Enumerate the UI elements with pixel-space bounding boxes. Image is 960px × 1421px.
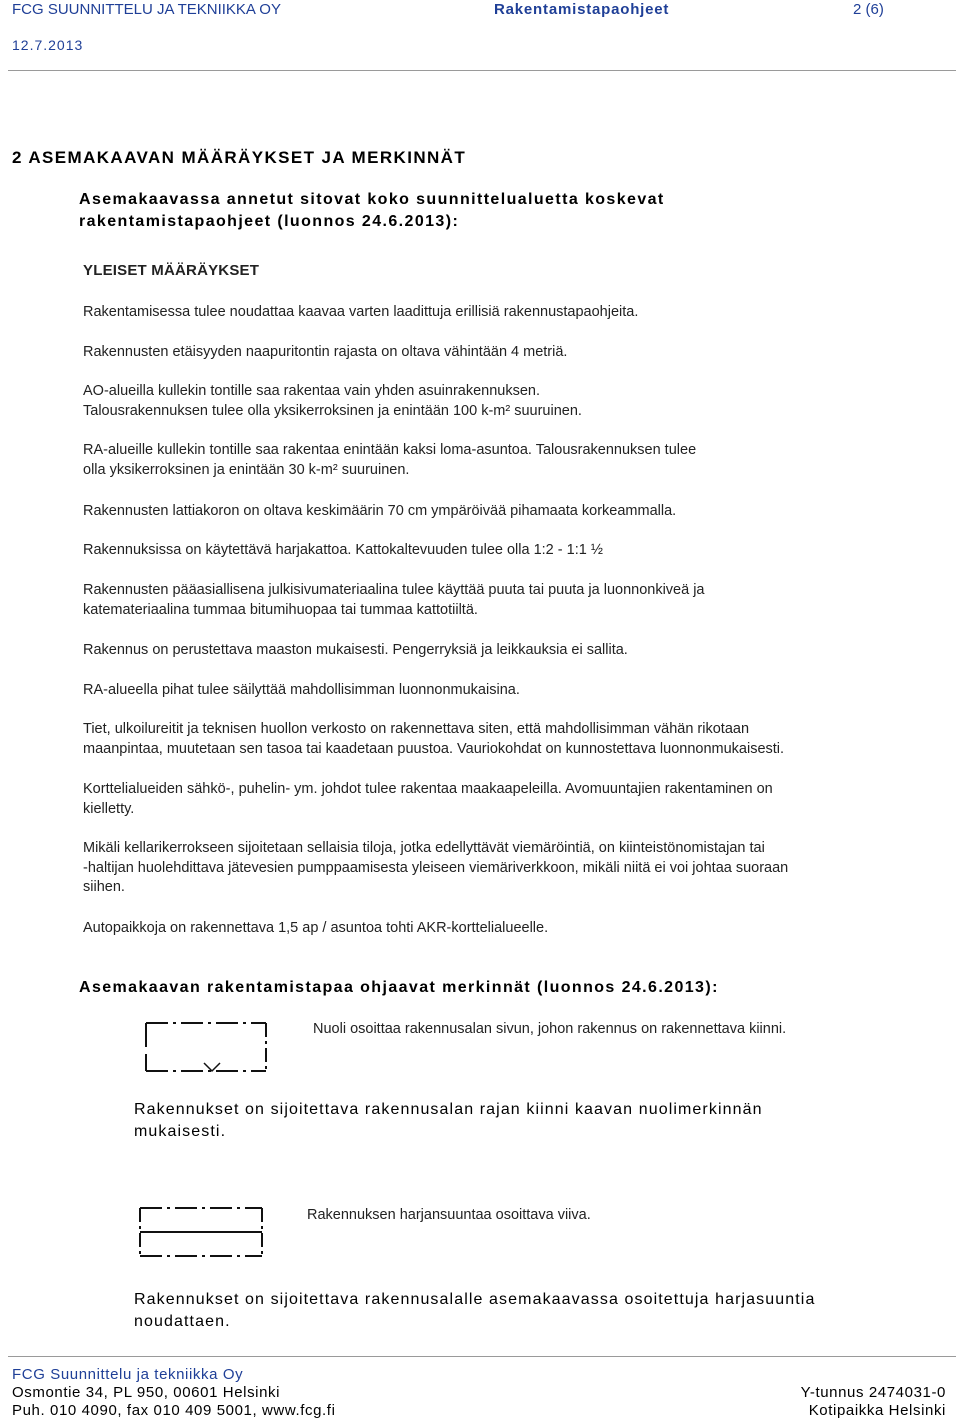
footer-address: Osmontie 34, PL 950, 00601 Helsinki	[12, 1384, 281, 1401]
general-rules-title: YLEISET MÄÄRÄYKSET	[83, 262, 260, 279]
header-page-number: 2 (6)	[853, 1, 884, 18]
general-rule-line: Talousrakennuksen tulee olla yksikerroksinen ja enintään 100 k-m² suuruinen.	[83, 402, 582, 419]
general-rule-line: Rakentamisessa tulee noudattaa kaavaa varten laadittuja erillisiä rakennustapaohjeita.	[83, 304, 639, 320]
general-rule-line: Korttelialueiden sähkö-, puhelin- ym. johdot tulee rakentaa maakaapeleilla. Avomuuntajien rakentaminen on	[83, 781, 773, 797]
general-rule-line: Rakennuksissa on käytettävä harjakattoa. Kattokaltevuuden tulee olla 1:2 - 1:1 ½	[83, 542, 603, 558]
general-rule-line: Rakennusten etäisyyden naapuritontin rajasta on oltava vähintään 4 metriä.	[83, 344, 568, 360]
section-heading: 2 ASEMAKAAVAN MÄÄRÄYKSET JA MERKINNÄT	[12, 148, 467, 167]
footer-rule	[8, 1356, 956, 1357]
general-rule-line: katemateriaalina tummaa bitumihuopaa tai tummaa kattotiiltä.	[83, 601, 478, 618]
marking-1-desc-line-1: Rakennukset on sijoitettava rakennusalan rajan kiinni kaavan nuolimerkinnän	[134, 1101, 763, 1118]
general-rule-line: maanpintaa, muutetaan sen tasoa tai kaadetaan puustoa. Vauriokohdat on kunnostettava luonnonmukaisesti.	[83, 740, 785, 757]
marking-2-legend: Rakennuksen harjansuuntaa osoittava viiva.	[307, 1207, 591, 1223]
header-doc-title: Rakentamistapaohjeet	[494, 1, 670, 18]
header-company: FCG SUUNNITTELU JA TEKNIIKKA OY	[12, 1, 281, 18]
general-rule-line: AO-alueilla kullekin tontille saa rakentaa vain yhden asuinrakennuksen.	[83, 383, 541, 399]
intro-line-2: rakentamistapaohjeet (luonnos 24.6.2013):	[79, 213, 460, 230]
building-area-arrow-symbol	[140, 1018, 272, 1078]
marking-2-desc-line-1: Rakennukset on sijoitettava rakennusalalle asemakaavassa osoitettuja harjasuuntia	[134, 1291, 816, 1308]
marking-1-legend: Nuoli osoittaa rakennusalan sivun, johon rakennus on rakennettava kiinni.	[313, 1021, 787, 1037]
marking-2-desc-line-2: noudattaen.	[134, 1313, 231, 1330]
general-rule-line: Autopaikkoja on rakennettava 1,5 ap / asuntoa tohti AKR-korttelialueelle.	[83, 920, 549, 936]
intro-line-1: Asemakaavassa annetut sitovat koko suunnittelualuetta koskevat	[79, 191, 665, 208]
general-rule-line: siihen.	[83, 879, 125, 895]
general-rule-line: Mikäli kellarikerrokseen sijoitetaan sellaisia tiloja, jotka edellyttävät viemäröintiä, on kiinteistönomistajan tai	[83, 840, 765, 856]
footer-contact: Puh. 010 4090, fax 010 409 5001, www.fcg.fi	[12, 1402, 336, 1419]
general-rule-line: kielletty.	[83, 800, 135, 817]
footer-company: FCG Suunnittelu ja tekniikka Oy	[12, 1366, 244, 1383]
markings-heading: Asemakaavan rakentamistapaa ohjaavat merkinnät (luonnos 24.6.2013):	[79, 979, 719, 996]
general-rule-line: Rakennusten lattiakoron on oltava keskimäärin 70 cm ympäröivää pihamaata korkeammalla.	[83, 503, 677, 519]
header-date: 12.7.2013	[12, 37, 84, 53]
footer-business-id: Y-tunnus 2474031-0	[800, 1384, 946, 1401]
ridge-direction-symbol	[134, 1202, 268, 1262]
marking-1-desc-line-2: mukaisesti.	[134, 1123, 227, 1140]
footer-domicile: Kotipaikka Helsinki	[808, 1402, 946, 1419]
header-rule	[8, 70, 956, 71]
general-rule-line: Tiet, ulkoilureitit ja teknisen huollon verkosto on rakennettava siten, että mahdollisimman vähän rikotaan	[83, 721, 750, 737]
general-rule-line: Rakennus on perustettava maaston mukaisesti. Pengerryksiä ja leikkauksia ei sallita.	[83, 642, 628, 658]
general-rule-line: RA-alueille kullekin tontille saa rakentaa enintään kaksi loma-asuntoa. Talousrakennuksen tulee	[83, 442, 697, 458]
general-rule-line: -haltijan huolehdittava jätevesien pumppaamisesta yleiseen viemäriverkkoon, mikäli niitä ei voi johtaa suoraan	[83, 859, 789, 876]
general-rule-line: olla yksikerroksinen ja enintään 30 k-m² suuruinen.	[83, 461, 410, 478]
general-rule-line: RA-alueella pihat tulee säilyttää mahdollisimman luonnonmukaisina.	[83, 682, 520, 698]
general-rule-line: Rakennusten pääasiallisena julkisivumateriaalina tulee käyttää puuta tai puuta ja luonnonkiveä ja	[83, 582, 705, 598]
